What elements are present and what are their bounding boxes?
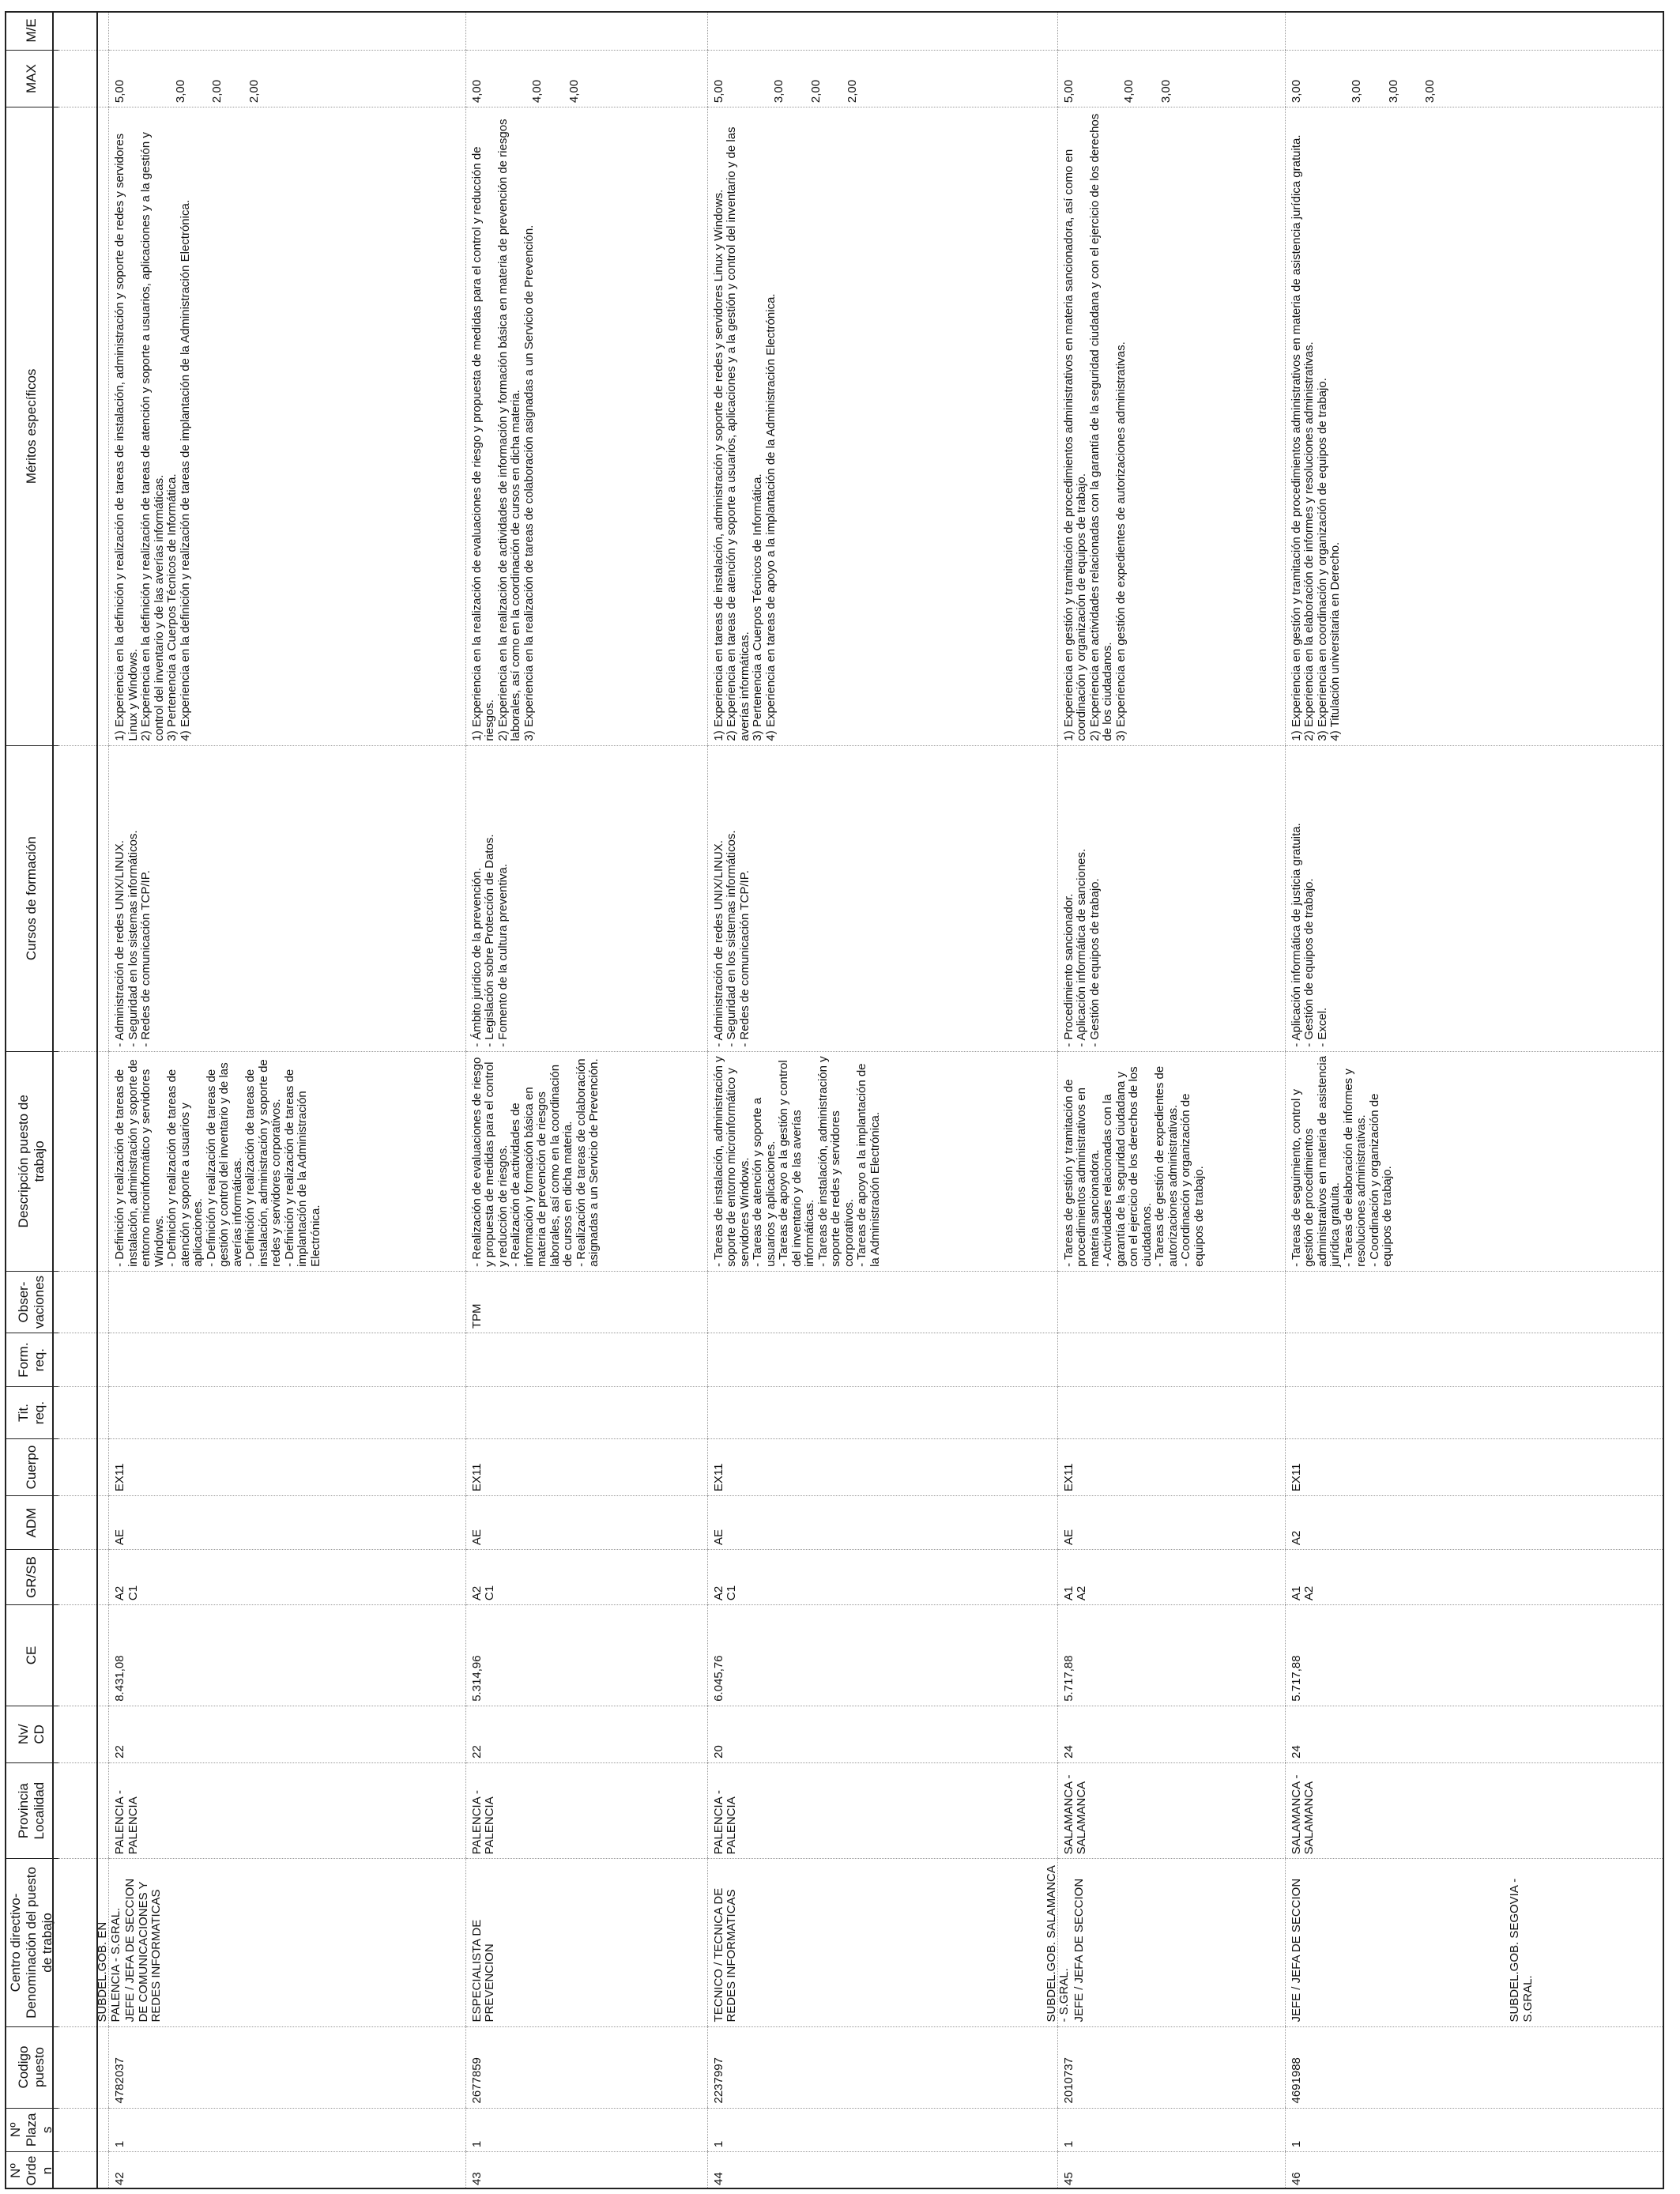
- table-body: [58, 11, 1664, 2189]
- subheader-cell: [58, 107, 109, 745]
- header-nivel: Nv/ CD: [5, 1706, 58, 1762]
- header-plazas: Nº Plazas: [5, 2108, 58, 2152]
- cell-desc: - Tareas de seguimiento, control y gestión de procedimientos administrativos en materia de asistencia jurídica gratuita. - Tareas de elaboración de informes y resoluciones administrativas. - Coordinación y organización de equipos de trabajo.: [1285, 1051, 1664, 1271]
- cell-meritos: 1) Experiencia en gestión y tramitación de procedimientos administrativos en materia sancionadora, así como en coordinación y organización de equipos de trabajo. 2) Experiencia en actividades relacionadas con la garantía de la seguridad ciudadana y con el ejercicio de los derechos de los ciudadanos. 3) Experiencia en gestión de expedientes de autorizaciones administrativas.: [1057, 107, 1285, 745]
- cell-adm: AE: [1057, 1496, 1285, 1550]
- cell-provincia: PALENCIA - PALENCIA: [109, 1762, 465, 1859]
- cell-cursos: - Ámbito jurídico de la prevención. - Legislación sobre Protección de Datos. - Fomento de la cultura preventiva.: [465, 745, 707, 1051]
- max-score: 5,00: [113, 79, 127, 104]
- cell-obs: TPM: [465, 1271, 707, 1333]
- cell-codigo: 2677859: [465, 2026, 707, 2108]
- cell-nivel: 24: [1285, 1706, 1664, 1762]
- max-score: 3,00: [1350, 79, 1364, 104]
- header-provincia: Provincia Localidad: [5, 1762, 58, 1859]
- table-row: [465, 11, 707, 2189]
- cell-provincia: SALAMANCA - SALAMANCA: [1285, 1762, 1664, 1859]
- header-adm: ADM: [5, 1496, 58, 1550]
- header-max: MAX: [5, 51, 58, 107]
- header-orden: Nº Orden: [8, 2155, 55, 2186]
- table-row: [1057, 11, 1285, 2189]
- cell-tit: [707, 1387, 1057, 1439]
- cell-orden: 42: [109, 2152, 465, 2189]
- cell-centro: [707, 1859, 1057, 2026]
- max-score: 2,00: [808, 79, 823, 104]
- subheader-cell: [58, 1271, 109, 1333]
- cell-plazas: 1: [109, 2108, 465, 2152]
- subheader-cell: [58, 51, 109, 107]
- header-tit: Tit. req.: [5, 1387, 58, 1439]
- cell-codigo: 2237997: [707, 2026, 1057, 2108]
- cell-centro: [1044, 1859, 1285, 2026]
- cell-obs: [1285, 1271, 1664, 1333]
- table-row: [1285, 11, 1664, 2189]
- max-score: 3,00: [1423, 79, 1437, 104]
- cell-desc: - Tareas de gestión y tramitación de procedimientos administrativos en materia sancionadora. - Actividades relacionadas con la garantía de la seguridad ciudadana y con el ejercicio de los derechos de los ciudadanos. - Tareas de gestión de expedientes de autorizaciones administrativas. - Coordinación y organización de equipos de trabajo.: [1057, 1051, 1285, 1271]
- cell-form: [109, 1333, 465, 1387]
- table-row: [707, 11, 1057, 2189]
- header-ce: CE: [5, 1605, 58, 1706]
- centro-directivo: SUBDEL.GOB. SALAMANCA - S.GRAL.: [1044, 1862, 1072, 2022]
- cell-adm: AE: [707, 1496, 1057, 1550]
- cell-provincia: PALENCIA - PALENCIA: [465, 1762, 707, 1859]
- cell-me: [1285, 11, 1664, 51]
- cell-orden: 45: [1057, 2152, 1285, 2189]
- header-centro: Centro directivo- Denominación del puesto de trabajo: [5, 1859, 58, 2026]
- subheader-cell: [58, 2108, 109, 2152]
- cell-ce: 5.314,96: [465, 1605, 707, 1706]
- cell-provincia: SALAMANCA - SALAMANCA: [1057, 1762, 1285, 1859]
- max-score: 4,00: [469, 79, 484, 104]
- cell-plazas: 1: [1285, 2108, 1664, 2152]
- cell-orden: 46: [1285, 2152, 1664, 2189]
- cell-cuerpo: EX11: [1057, 1439, 1285, 1496]
- cell-centro: [96, 1859, 465, 2026]
- cell-form: [707, 1333, 1057, 1387]
- cell-tit: [1057, 1387, 1285, 1439]
- cell-form: [1057, 1333, 1285, 1387]
- cell-me: [1057, 11, 1285, 51]
- max-score: 4,00: [1122, 79, 1136, 104]
- subheader-cell: [58, 1762, 109, 1859]
- subheader-cell: [58, 1550, 109, 1605]
- table-header-row: [5, 11, 58, 2189]
- cell-desc: - Realización de evaluaciones de riesgo y propuesta de medidas para el control y reducción de riesgos. - Realización de actividades de información y formación básica en materia de prevención de riesgos laborales, así como en la coordinación de cursos en dicha materia. - Realización de tareas de colaboración asignadas a un Servicio de Prevención.: [465, 1051, 707, 1271]
- puesto-denominacion: JEFE / JEFA DE SECCION: [1289, 1878, 1303, 2022]
- cell-max-scores: [1057, 51, 1285, 107]
- max-score: 5,00: [711, 79, 725, 104]
- max-score: 4,00: [567, 79, 581, 104]
- cell-centro: [1285, 1859, 1664, 2026]
- puesto-denominacion: JEFE / JEFA DE SECCION: [1072, 1878, 1086, 2022]
- puesto-denominacion: ESPECIALISTA DE PREVENCION: [469, 1916, 497, 2022]
- centro-directivo: SUBDEL.GOB. EN PALENCIA - S.GRAL.: [96, 1907, 122, 2022]
- cell-orden: 43: [465, 2152, 707, 2189]
- cell-adm: AE: [465, 1496, 707, 1550]
- cell-obs: [1057, 1271, 1285, 1333]
- cell-grupo: A1 A2: [1057, 1550, 1285, 1605]
- subheader-cell: [58, 1496, 109, 1550]
- cell-centro: [465, 1859, 707, 2026]
- header-form: Form. req.: [5, 1333, 58, 1387]
- cell-grupo: A2 C1: [109, 1550, 465, 1605]
- cell-max-scores: [109, 51, 465, 107]
- header-me: M/E: [5, 11, 58, 51]
- cell-tit: [465, 1387, 707, 1439]
- cell-meritos: 1) Experiencia en la realización de evaluaciones de riesgo y propuesta de medidas para el control y reducción de riesgos. 2) Experiencia en la realización de actividades de información y formación básica en materia de prevención de riesgos laborales, así como en la coordinación de cursos en dicha materia. 3) Experiencia en la realización de tareas de colaboración asignadas a un Servicio de Prevención.: [465, 107, 707, 745]
- max-score: 2,00: [846, 79, 860, 104]
- cell-codigo: 4691988: [1285, 2026, 1664, 2108]
- cell-nivel: 20: [707, 1706, 1057, 1762]
- max-score: 4,00: [530, 79, 544, 104]
- header-codigo: Codigo puesto: [5, 2026, 58, 2108]
- cell-cuerpo: EX11: [707, 1439, 1057, 1496]
- cell-ce: 6.045,76: [707, 1605, 1057, 1706]
- subheader-cell: [58, 1706, 109, 1762]
- job-positions-table: [5, 11, 1664, 2189]
- cell-meritos: 1) Experiencia en tareas de instalación, administración y soporte de redes y servidores Linux y Windows. 2) Experiencia en tareas de atención y soporte a usuarios, aplicaciones y a la gestión y control del inventario y de las averías informáticas. 3) Pertenencia a Cuerpos Técnicos de Informática. 4) Experiencia en tareas de apoyo a la implantación de la Administración Electrónica.: [707, 107, 1057, 745]
- puesto-denominacion: TECNICO / TECNICA DE REDES INFORMATICAS: [711, 1884, 739, 2022]
- cell-cuerpo: EX11: [1285, 1439, 1664, 1496]
- header-desc: Descripción puesto de trabajo: [5, 1051, 58, 1271]
- cell-nivel: 24: [1057, 1706, 1285, 1762]
- subheader-cell: [58, 1333, 109, 1387]
- cell-grupo: A2 C1: [707, 1550, 1057, 1605]
- cell-adm: A2: [1285, 1496, 1664, 1550]
- cell-cursos: - Administración de redes UNIX/LINUX. - Seguridad en los sistemas informáticos. - Redes de comunicación TCP/IP.: [109, 745, 465, 1051]
- cell-obs: [109, 1271, 465, 1333]
- cell-plazas: 1: [707, 2108, 1057, 2152]
- subheader-cell: [58, 745, 109, 1051]
- cell-plazas: 1: [465, 2108, 707, 2152]
- subheader-cell: [58, 1605, 109, 1706]
- cell-tit: [109, 1387, 465, 1439]
- cell-meritos: 1) Experiencia en la definición y realización de tareas de instalación, administración y soporte de redes y servidores Linux y Windows. 2) Experiencia en la definición y realización de tareas de atención y soporte a usuarios, aplicaciones y a la gestión y control del inventario y de las averías informáticas. 3) Pertenencia a Cuerpos Técnicos de Informática. 4) Experiencia en la definición y realización de tareas de implantación de la Administración Electrónica.: [109, 107, 465, 745]
- centro-directivo: SUBDEL.GOB. SEGOVIA - S.GRAL.: [1508, 1875, 1535, 2022]
- subheader-cell: [58, 1439, 109, 1496]
- cell-max-scores: [1285, 51, 1664, 107]
- max-score: 2,00: [210, 79, 224, 104]
- cell-codigo: 4782037: [109, 2026, 465, 2108]
- max-score: 3,00: [772, 79, 786, 104]
- max-score: 2,00: [247, 79, 261, 104]
- max-score: 3,00: [1158, 79, 1173, 104]
- cell-orden: 44: [707, 2152, 1057, 2189]
- cell-desc: - Definición y realización de tareas de instalación, administración y soporte de entorno microinformático y servidores Windows. - Definición y realización de tareas de atención y soporte a usuarios y aplicaciones. - Definición y realización de tareas de gestión y control del inventario y de las averías informáticas. - Definición y realización de tareas de instalación, administración y soporte de redes y servidores corporativos. - Definición y realización de tareas de implantación de la Administración Electrónica.: [109, 1051, 465, 1271]
- header-grupo: GR/SB: [5, 1550, 58, 1605]
- cell-me: [465, 11, 707, 51]
- subheader-cell: [58, 1387, 109, 1439]
- cell-cursos: - Procedimiento sancionador. - Aplicación informática de sanciones. - Gestión de equipos de trabajo.: [1057, 745, 1285, 1051]
- max-score: 3,00: [173, 79, 187, 104]
- header-cuerpo: Cuerpo: [5, 1439, 58, 1496]
- header-meritos: Méritos específicos: [5, 107, 58, 745]
- cell-nivel: 22: [109, 1706, 465, 1762]
- cell-meritos: 1) Experiencia en gestión y tramitación de procedimientos administrativos en materia de asistencia jurídica gratuita. 2) Experiencia en la elaboración de informes y resoluciones administrativas. 3) Experiencia en coordinación y organización de equipos de trabajo. 4) Titulación universitaria en Derecho.: [1285, 107, 1664, 745]
- cell-max-scores: [465, 51, 707, 107]
- header-obs: Obser- vaciones: [5, 1271, 58, 1333]
- cell-max-scores: [707, 51, 1057, 107]
- cell-me: [109, 11, 465, 51]
- cell-form: [465, 1333, 707, 1387]
- max-score: 5,00: [1061, 79, 1075, 104]
- cell-ce: 8.431,08: [109, 1605, 465, 1706]
- table-row: [109, 11, 465, 2189]
- cell-ce: 5.717,88: [1285, 1605, 1664, 1706]
- cell-grupo: A2 C1: [465, 1550, 707, 1605]
- cell-desc: - Tareas de instalación, administración y soporte de entorno microinformático y servidores Windows. - Tareas de atención y soporte a usuarios y aplicaciones. - Tareas de apoyo a la gestión y control del inventario y de las averías informáticas. - Tareas de instalación, administración y soporte de redes y servidores corporativos. - Tareas de apoyo a la implantación de la Administración Electrónica.: [707, 1051, 1057, 1271]
- cell-ce: 5.717,88: [1057, 1605, 1285, 1706]
- max-score: 3,00: [1289, 79, 1303, 104]
- subheader-cell: [58, 2152, 109, 2189]
- cell-cursos: - Administración de redes UNIX/LINUX. - Seguridad en los sistemas informáticos. - Redes de comunicación TCP/IP.: [707, 745, 1057, 1051]
- cell-nivel: 22: [465, 1706, 707, 1762]
- max-score: 3,00: [1386, 79, 1400, 104]
- subheader-cell: [58, 11, 109, 51]
- cell-codigo: 2010737: [1057, 2026, 1285, 2108]
- cell-provincia: PALENCIA - PALENCIA: [707, 1762, 1057, 1859]
- cell-tit: [1285, 1387, 1664, 1439]
- cell-adm: AE: [109, 1496, 465, 1550]
- cell-plazas: 1: [1057, 2108, 1285, 2152]
- puesto-denominacion: JEFE / JEFA DE SECCION DE COMUNICACIONES Y REDES INFORMATICAS: [123, 1875, 164, 2022]
- cell-grupo: A1 A2: [1285, 1550, 1664, 1605]
- cell-cursos: - Aplicación informática de justicia gratuita. - Gestión de equipos de trabajo. - Excel.: [1285, 745, 1664, 1051]
- cell-cuerpo: EX11: [109, 1439, 465, 1496]
- cell-cuerpo: EX11: [465, 1439, 707, 1496]
- cell-obs: [707, 1271, 1057, 1333]
- header-cursos: Cursos de formación: [5, 745, 58, 1051]
- cell-form: [1285, 1333, 1664, 1387]
- cell-me: [707, 11, 1057, 51]
- subheader-cell: [58, 1051, 109, 1271]
- subheader-cell: [58, 2026, 109, 2108]
